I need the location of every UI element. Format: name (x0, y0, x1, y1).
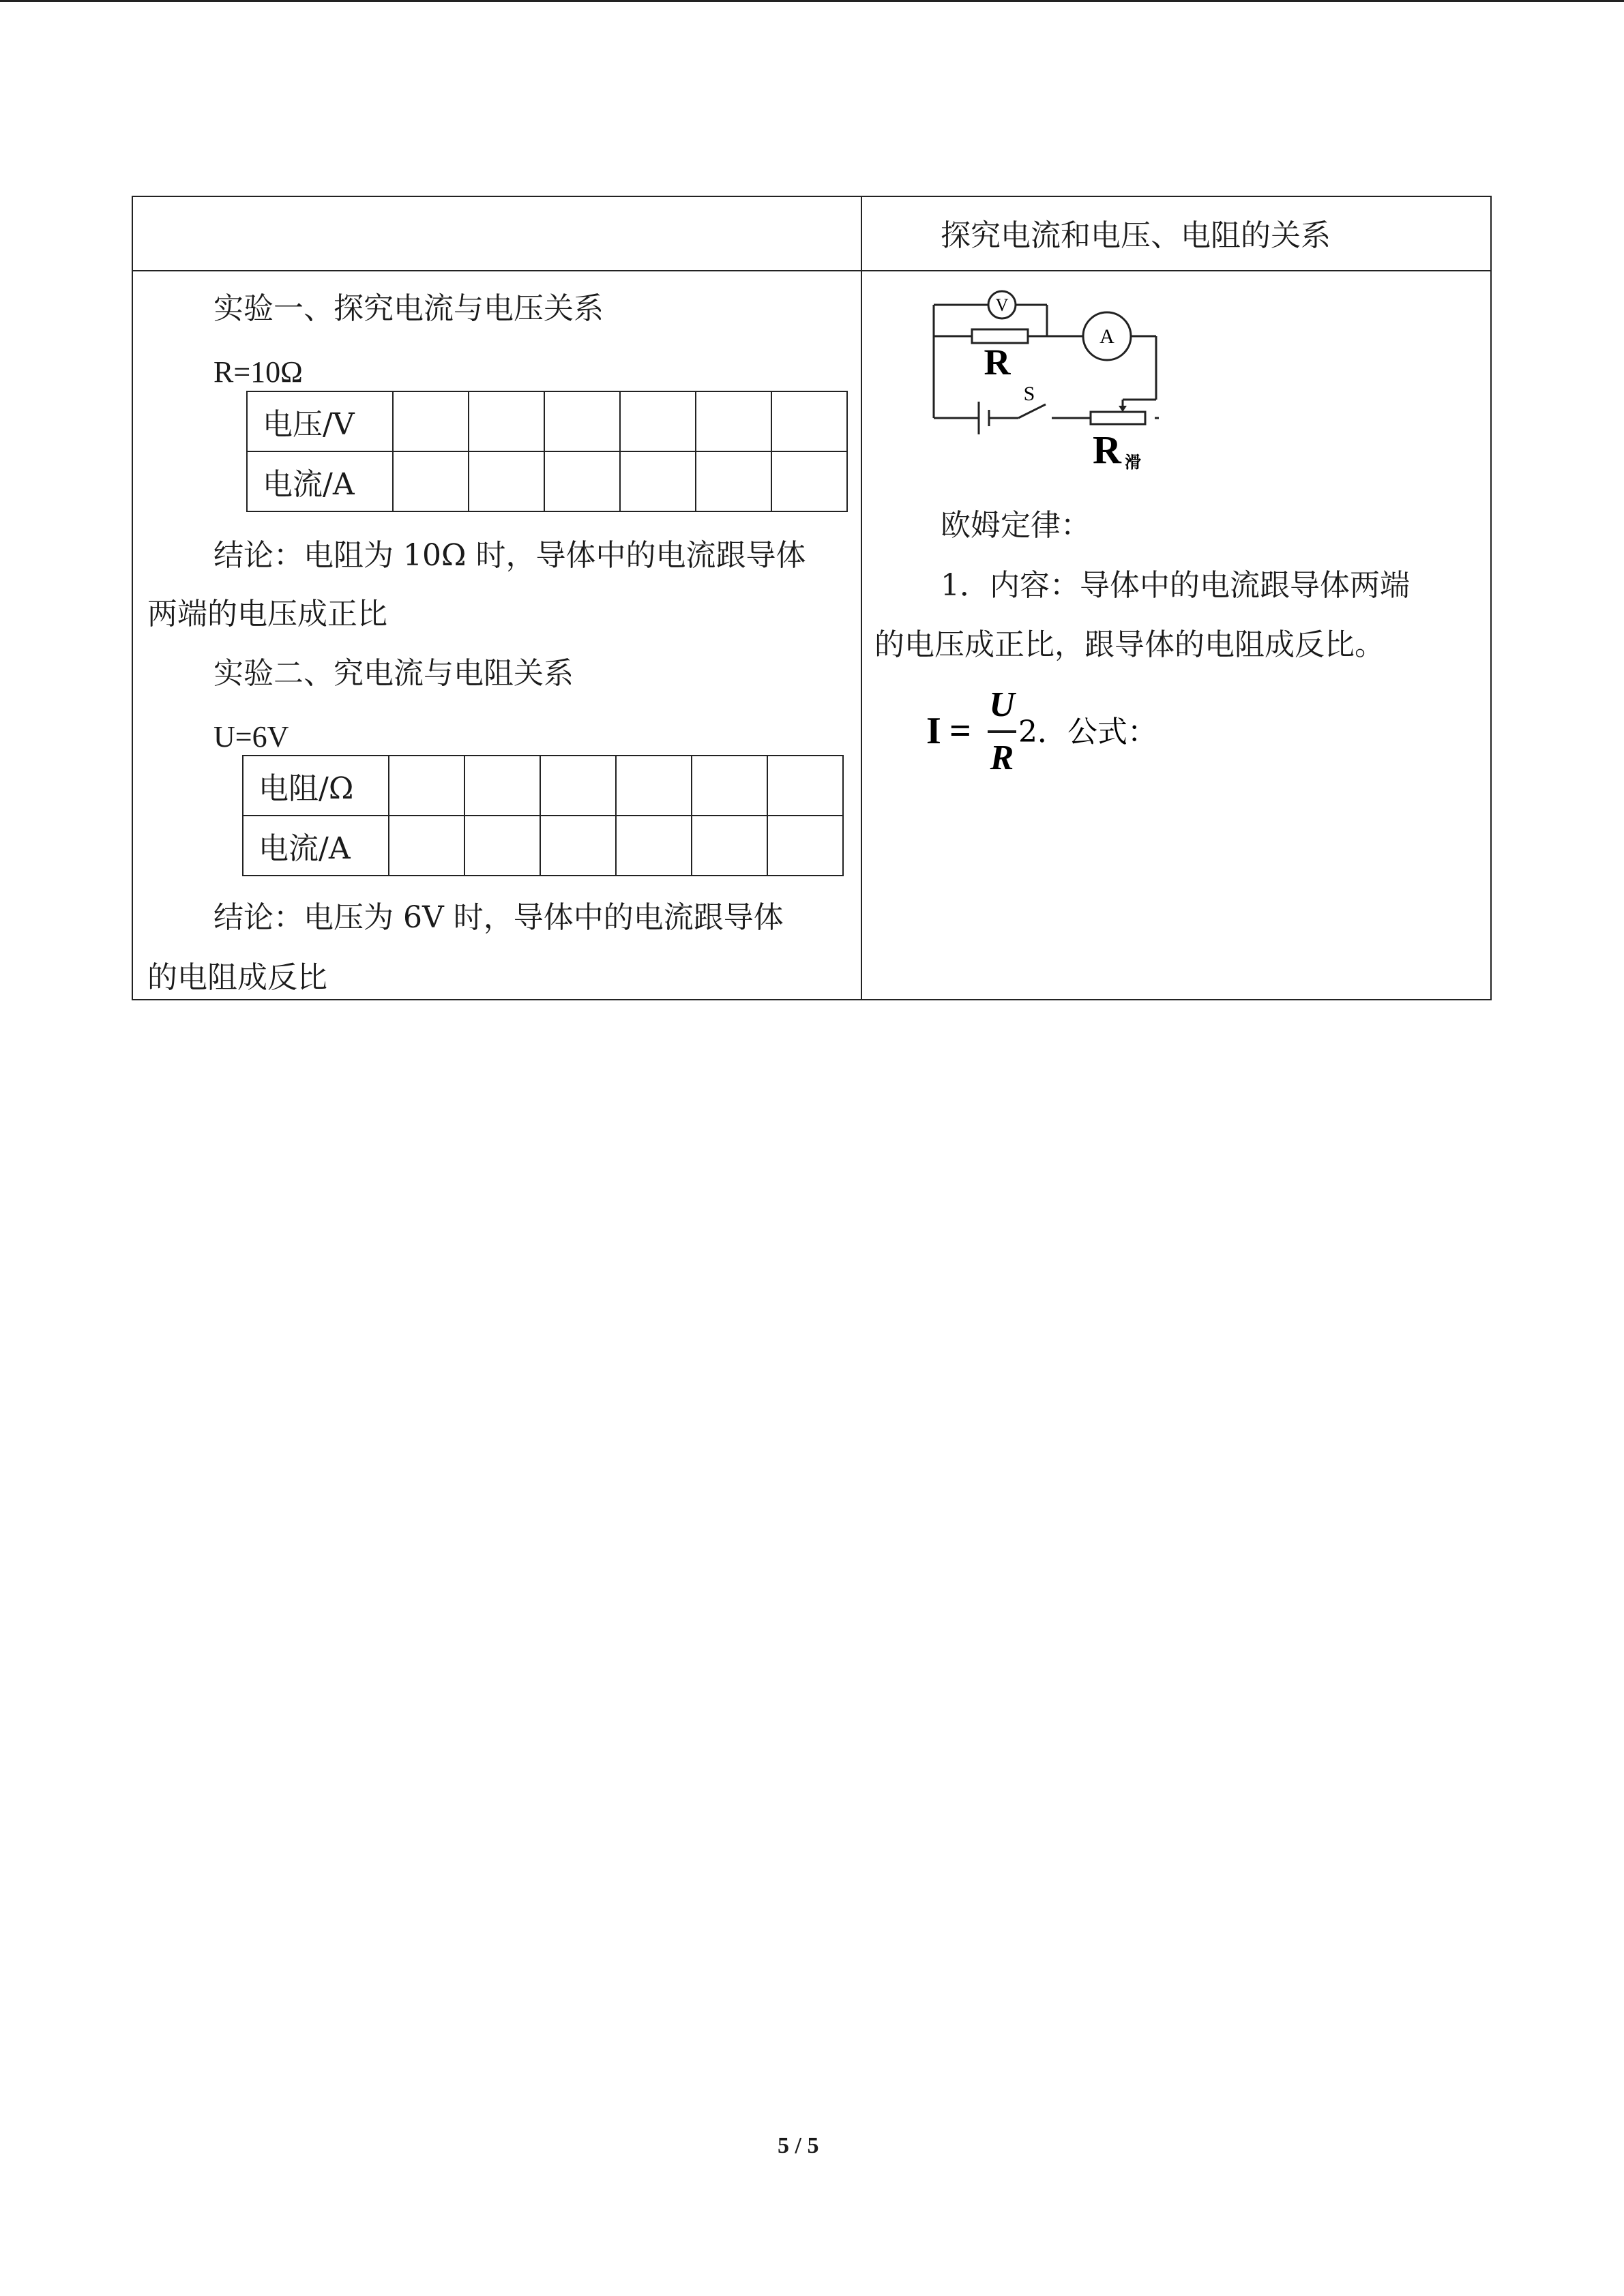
header-row-divider (133, 270, 1490, 271)
table-row (243, 816, 843, 876)
ohm-law-title: 欧姆定律： (941, 508, 1091, 543)
exp1-condition: R=10Ω (213, 355, 303, 389)
column-divider (861, 197, 862, 999)
exp2-title: 实验二、究电流与电阻关系 (213, 656, 574, 691)
table-cell (540, 756, 616, 816)
circuit-diagram (927, 288, 1172, 473)
exp1-data-table (246, 391, 848, 512)
table-cell (389, 756, 464, 816)
resistor-label: R (984, 342, 1011, 383)
table-cell (393, 391, 469, 451)
row-header-resistance: 电阻/Ω (243, 756, 389, 816)
row-header-current: 电流/A (247, 451, 393, 511)
table-cell (696, 451, 771, 511)
ohm-content-line1: 1．内容：导体中的电流跟导体两端 (941, 568, 1410, 603)
conclusion1-line2: 两端的电压成正比 (147, 597, 387, 631)
formula-numerator: U (989, 685, 1015, 724)
switch-label: S (1023, 383, 1035, 405)
table-cell (389, 816, 464, 876)
ammeter-label: A (1099, 325, 1114, 348)
table-cell (616, 756, 692, 816)
table-row (247, 451, 847, 511)
table-cell (464, 816, 540, 876)
table-cell (464, 756, 540, 816)
conclusion2-line1: 结论：电压为 6V 时，导体中的电流跟导体 (213, 900, 784, 935)
table-cell (469, 451, 544, 511)
table-cell (393, 451, 469, 511)
table-row (243, 756, 843, 816)
rheostat-label: R (1093, 428, 1121, 472)
top-border-line (0, 0, 1624, 2)
table-cell (692, 816, 767, 876)
table-cell (620, 391, 696, 451)
ohm-content-line2: 的电压成正比，跟导体的电阻成反比。 (874, 627, 1385, 662)
conclusion2-line2: 的电阻成反比 (147, 960, 327, 995)
row-header-voltage: 电压/V (247, 391, 393, 451)
table-cell (767, 756, 843, 816)
table-cell (469, 391, 544, 451)
table-cell (692, 756, 767, 816)
ohm-formula (926, 681, 1185, 783)
formula-lhs: I (926, 710, 941, 752)
exp1-title: 实验一、探究电流与电压关系 (213, 291, 604, 326)
formula-trail-text: 2．公式： (1018, 715, 1157, 749)
row-header-current: 电流/A (243, 816, 389, 876)
table-cell (540, 816, 616, 876)
header-title: 探究电流和电压、电阻的关系 (941, 218, 1331, 253)
table-cell (616, 816, 692, 876)
table-cell (696, 391, 771, 451)
formula-denominator: R (990, 739, 1014, 777)
voltmeter-label: V (995, 295, 1009, 315)
page-number: 5 / 5 (778, 2133, 819, 2158)
table-row (247, 391, 847, 451)
table-cell (771, 451, 847, 511)
formula-equals: = (949, 710, 971, 752)
conclusion1-line1: 结论：电阻为 10Ω 时，导体中的电流跟导体 (213, 538, 806, 573)
table-cell (620, 451, 696, 511)
table-cell (771, 391, 847, 451)
table-cell (544, 391, 620, 451)
table-cell (767, 816, 843, 876)
exp2-condition: U=6V (213, 720, 289, 754)
rheostat-subscript: 滑 (1125, 453, 1141, 472)
exp2-data-table (242, 755, 844, 876)
table-cell (544, 451, 620, 511)
